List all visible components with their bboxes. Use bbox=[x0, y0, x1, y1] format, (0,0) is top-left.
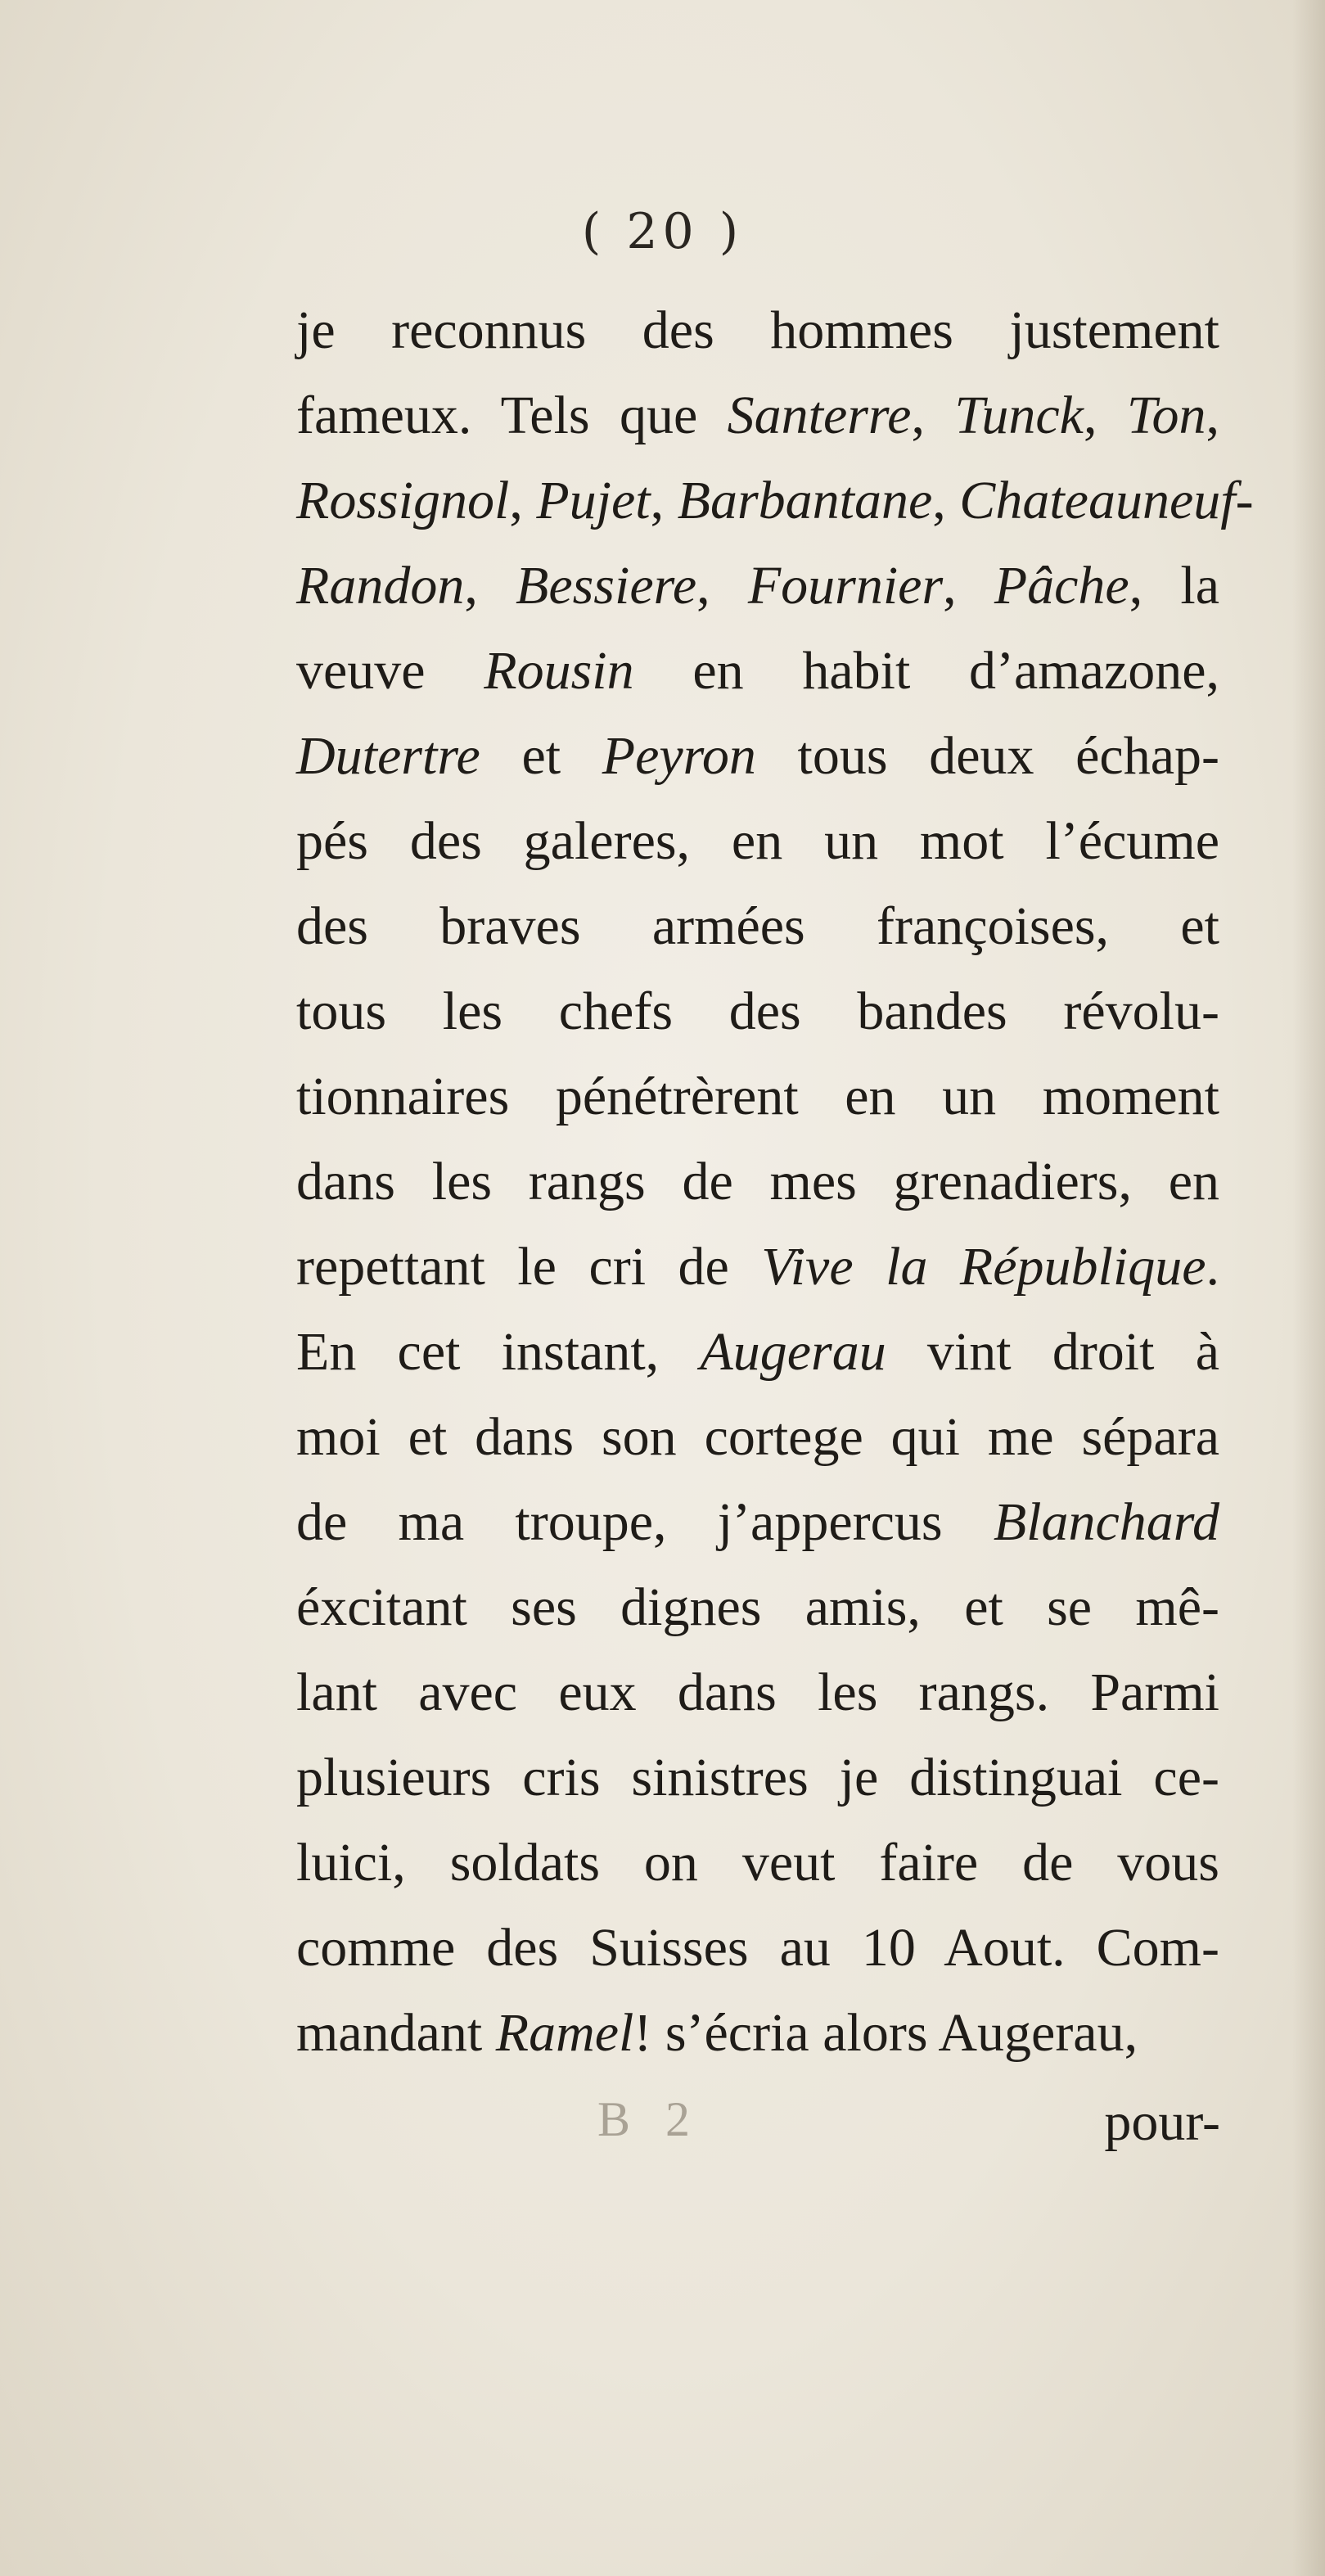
text-run: et bbox=[480, 726, 602, 786]
text-line bbox=[296, 714, 1219, 799]
italic-name: Fournier bbox=[747, 556, 944, 616]
italic-name: Rousin bbox=[484, 641, 634, 701]
text-line bbox=[296, 288, 1219, 373]
text-line bbox=[296, 1225, 1219, 1310]
text-run: tous deux échap- bbox=[755, 726, 1219, 786]
text-run: dans les rangs de mes grenadiers, en bbox=[296, 1152, 1219, 1211]
italic-name: Dutertre bbox=[296, 726, 480, 786]
text-run: luici, soldats on veut faire de vous bbox=[296, 1833, 1219, 1893]
italic-name: Tunck bbox=[954, 386, 1084, 445]
bleed-through-signature: B 2 bbox=[597, 2092, 702, 2146]
text-line bbox=[296, 969, 1219, 1054]
text-run: en habit d’amazone, bbox=[633, 641, 1219, 701]
text-line bbox=[296, 458, 1254, 544]
text-run: . bbox=[1206, 1237, 1219, 1297]
text-run: tous les chefs des bandes révolu- bbox=[296, 981, 1219, 1041]
italic-name: Ton bbox=[1126, 386, 1206, 445]
text-line bbox=[296, 1395, 1219, 1480]
text-line bbox=[296, 1054, 1219, 1139]
page-edge-shadow bbox=[1292, 0, 1325, 2576]
text-line bbox=[296, 373, 1219, 458]
text-line bbox=[296, 1480, 1219, 1565]
text-line bbox=[296, 1650, 1219, 1735]
italic-name: Peyron bbox=[602, 726, 756, 786]
italic-name: Rossignol bbox=[296, 471, 510, 530]
italic-name: Blanchard bbox=[993, 1492, 1219, 1552]
text-run: des braves armées françoises, et bbox=[296, 896, 1219, 956]
text-run: , bbox=[932, 471, 960, 530]
italic-name: Pujet bbox=[536, 471, 651, 530]
italic-name: Randon bbox=[296, 556, 465, 616]
text-run: de ma troupe, j’appercus bbox=[296, 1492, 994, 1552]
text-line bbox=[296, 1906, 1219, 1991]
text-line bbox=[296, 1310, 1219, 1395]
text-run: pés des galeres, en un mot l’écume bbox=[296, 811, 1219, 871]
italic-name: Augerau bbox=[700, 1322, 886, 1382]
text-line bbox=[296, 1820, 1219, 1906]
italic-name: Ramel bbox=[495, 2003, 634, 2063]
text-run: , bbox=[509, 471, 537, 530]
text-run: moi et dans son cortege qui me sépara bbox=[296, 1407, 1219, 1467]
text-run: En cet instant, bbox=[296, 1322, 701, 1382]
italic-name: Barbantane bbox=[677, 471, 933, 530]
text-run: lant avec eux dans les rangs. Parmi bbox=[296, 1662, 1219, 1722]
text-run: ! s’écria alors Augerau, bbox=[633, 2003, 1138, 2063]
italic-name: Pâche bbox=[994, 556, 1129, 616]
text-line bbox=[296, 1735, 1219, 1820]
text-line bbox=[296, 884, 1219, 969]
italic-name: Santerre bbox=[727, 386, 912, 445]
text-run: veuve bbox=[296, 641, 484, 701]
text-run: , bbox=[1083, 386, 1127, 445]
text-run: je reconnus des hommes justement bbox=[296, 300, 1219, 360]
catchword: pour- bbox=[1104, 2092, 1220, 2152]
text-run: repettant le cri de bbox=[296, 1237, 762, 1297]
page-number: ( 20 ) bbox=[581, 203, 744, 260]
text-run: vint droit à bbox=[886, 1322, 1219, 1382]
text-run: fameux. Tels que bbox=[296, 386, 728, 445]
text-run: , la bbox=[1129, 556, 1220, 616]
text-run: mandant bbox=[296, 2003, 496, 2063]
text-line bbox=[296, 1565, 1219, 1650]
text-line bbox=[296, 544, 1219, 629]
text-run: , bbox=[464, 556, 516, 616]
text-line bbox=[296, 799, 1219, 884]
italic-name: Bessiere bbox=[516, 556, 697, 616]
text-run: , bbox=[911, 386, 955, 445]
text-run: éxcitant ses dignes amis, et se mê- bbox=[296, 1577, 1219, 1637]
text-run: , bbox=[696, 556, 748, 616]
body-text bbox=[296, 288, 1254, 2076]
text-line bbox=[296, 629, 1219, 714]
text-run: plusieurs cris sinistres je distinguai ce- bbox=[296, 1748, 1219, 1807]
text-run: , bbox=[650, 471, 678, 530]
text-line bbox=[296, 1991, 1219, 2076]
text-line bbox=[296, 1139, 1219, 1225]
text-run: , bbox=[943, 556, 994, 616]
italic-name: Chateauneuf- bbox=[959, 471, 1254, 530]
italic-name: Vive la République bbox=[761, 1237, 1206, 1297]
text-run: , bbox=[1206, 386, 1219, 445]
text-run: tionnaires pénétrèrent en un moment bbox=[296, 1067, 1219, 1126]
text-run: comme des Suisses au 10 Aout. Com- bbox=[296, 1918, 1219, 1978]
